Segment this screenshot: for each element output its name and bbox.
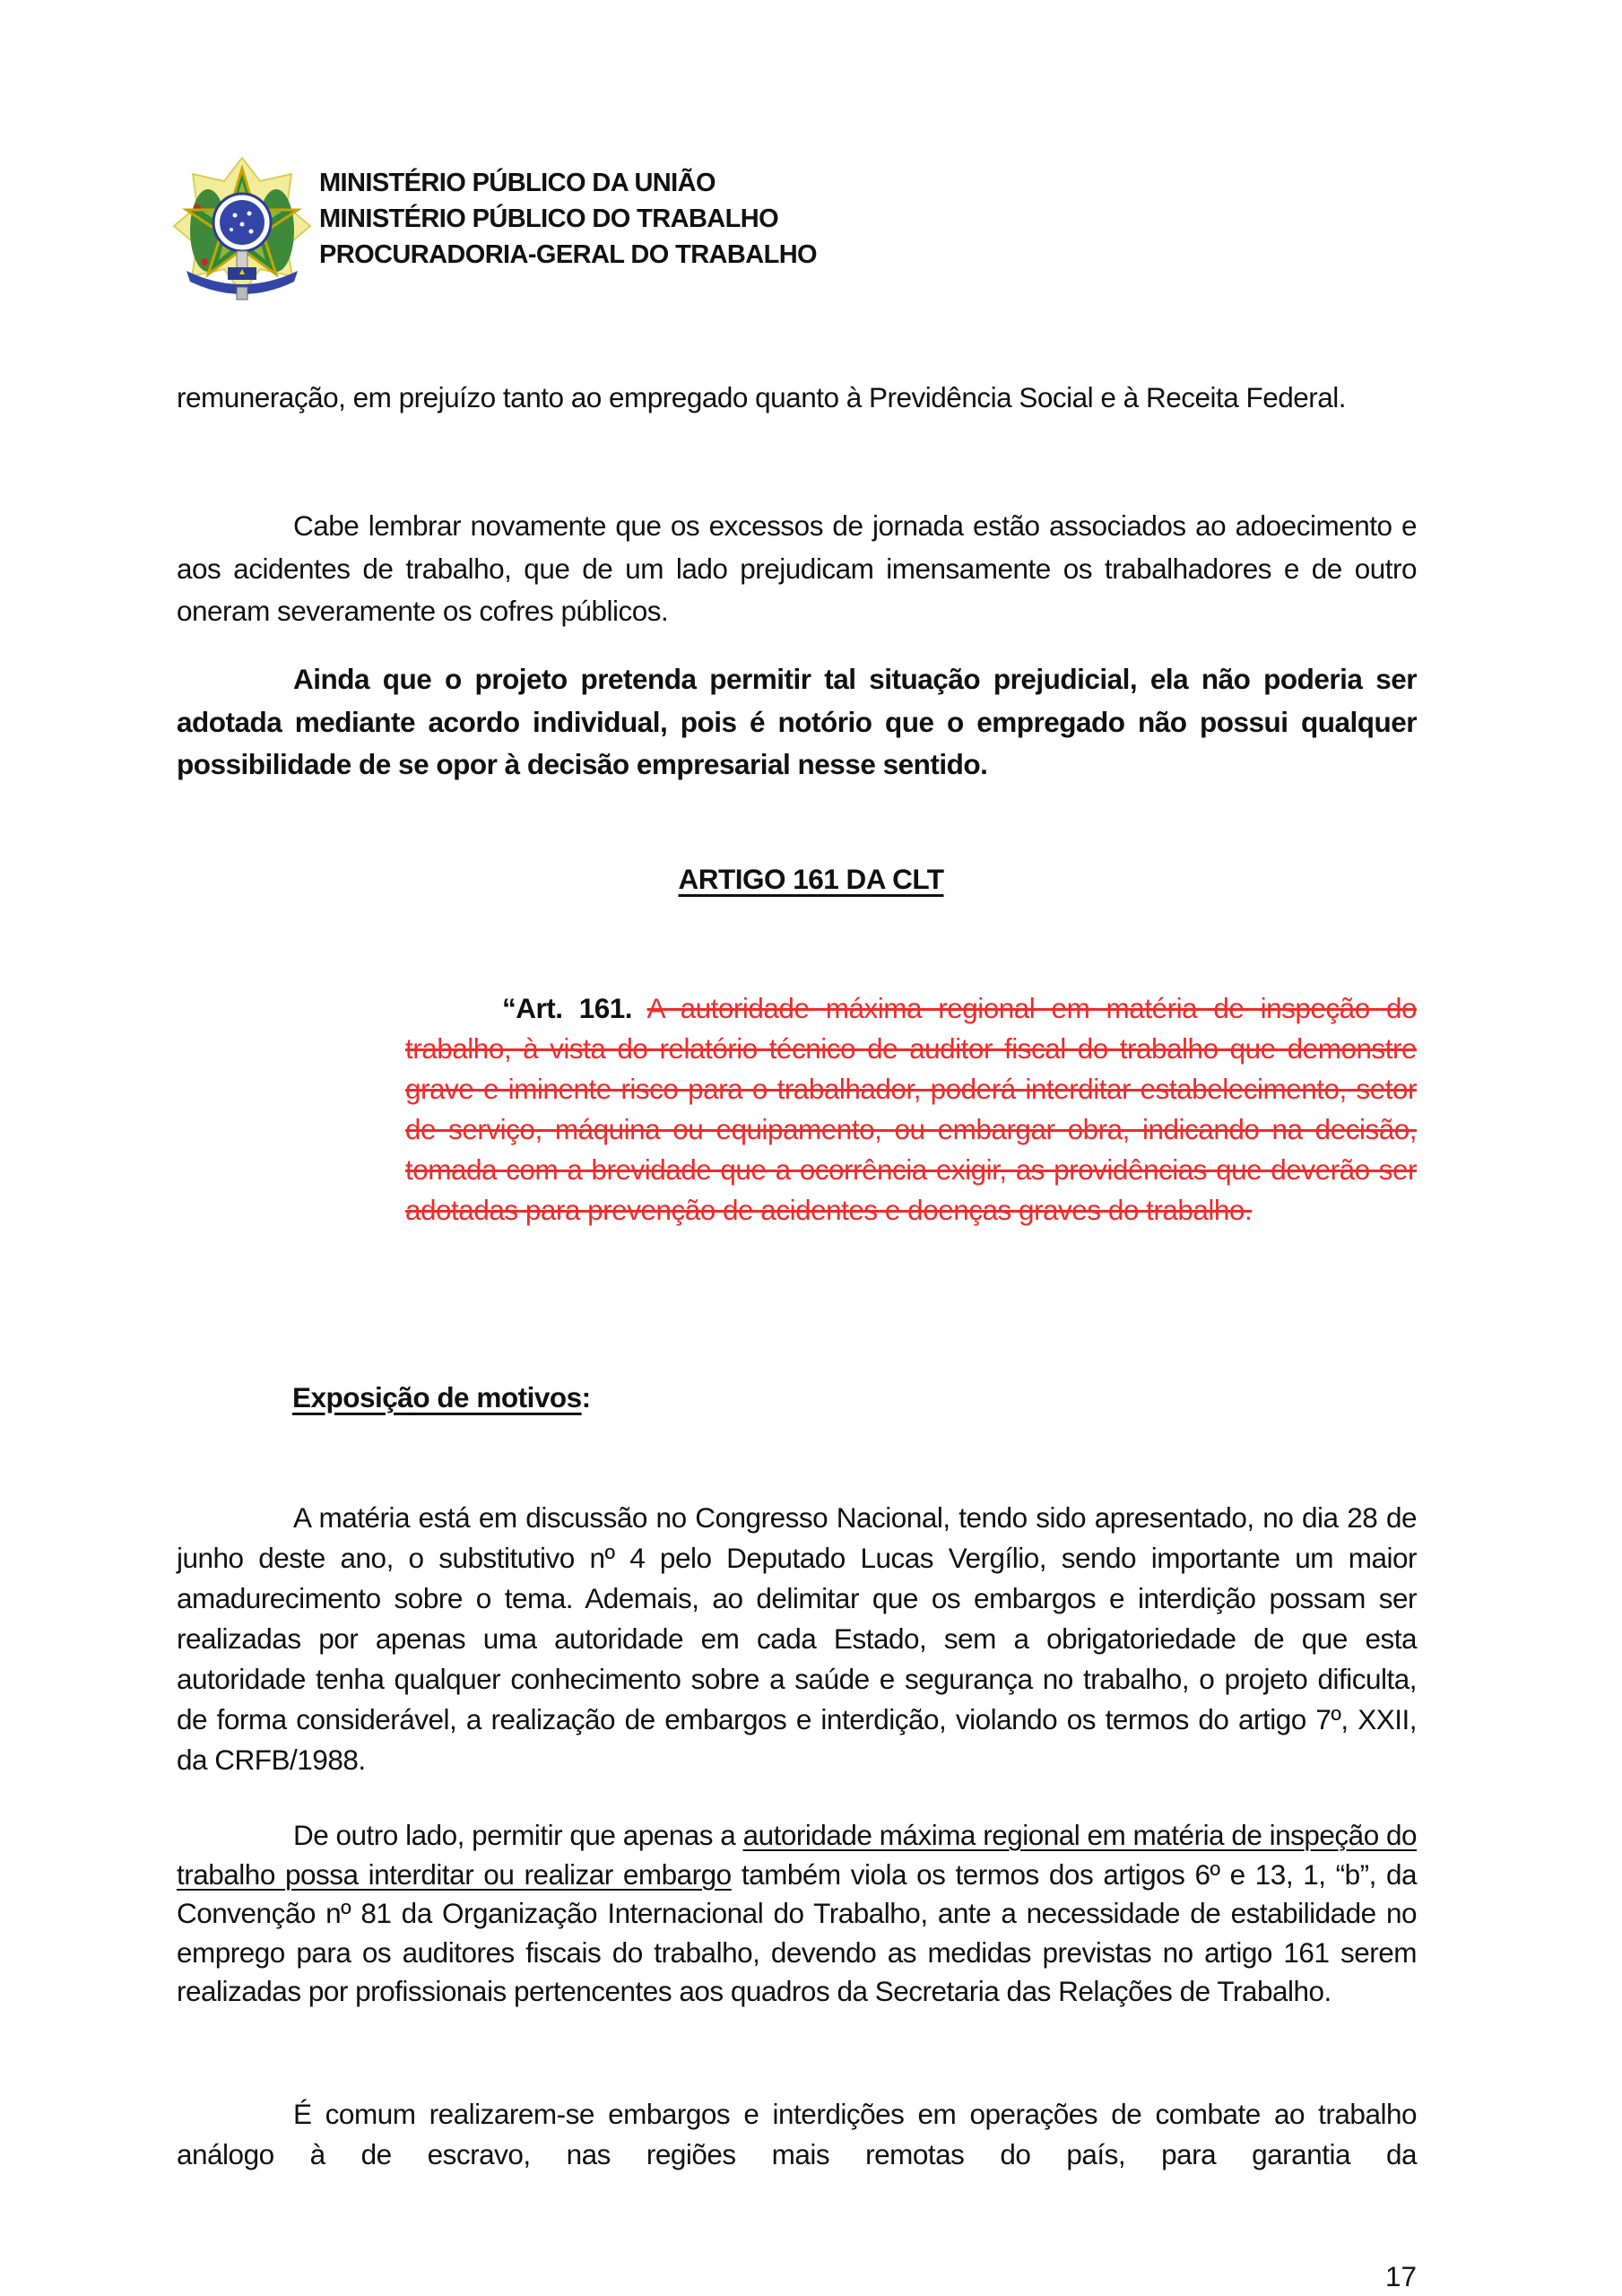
paragraph-convencao-81-start: De outro lado, permitir que apenas a — [293, 1819, 743, 1851]
exposicao-heading-text: Exposição de motivos — [292, 1381, 582, 1413]
article-161-quote — [405, 988, 1417, 1231]
header-line-1: MINISTÉRIO PÚBLICO DA UNIÃO — [319, 169, 716, 197]
paragraph-excessos-jornada: Cabe lembrar novamente que os excessos de jornada estão associados ao adoecimento e aos acidentes de trabalho, que de um lado prejudicam imensamente os trabalhadores e de outro oneram severamente os cofres públicos. — [177, 509, 1417, 627]
coat-of-arms-icon — [170, 154, 314, 305]
underlined-autoridade-phrase: autoridade máxima regional em matéria de inspeção do trabalho possa interditar ou realizar embargo — [177, 1819, 1418, 1891]
institution-name — [319, 165, 817, 273]
exposicao-heading-colon: : — [581, 1381, 591, 1413]
header-line-3: PROCURADORIA-GERAL DO TRABALHO — [319, 240, 818, 269]
struck-article-text: A autoridade máxima regional em matéria de inspeção do trabalho, à vista do relatório técnico de auditor fiscal do trabalho que demonstre grave e iminente risco para o trabalhador, poderá interditar estabelecimento, setor de serviço, máquina ou equipamento, ou embargar obra, indicando na decisão, tomada com a brevidade que a ocorrência exigir, as providências que deverão ser adotadas para prevenção de acidentes e doenças graves do trabalho. — [405, 992, 1418, 1226]
page-number: 17 — [1384, 2260, 1417, 2292]
document-header — [170, 154, 852, 307]
paragraph-convencao-81-end: também viola os termos dos artigos 6º e 13, 1, “b”, da Convenção nº 81 da Organização Internacional do Trabalho, ante a necessidade de estabilidade no emprego para os auditores fiscais do trabalho, devendo as medidas previstas no artigo 161 serem realizadas por profissionais pertencentes aos quadros da Secretaria das Relações de Trabalho. — [177, 1857, 1417, 2007]
section-heading — [0, 863, 1622, 896]
article-label: “Art. 161. — [502, 992, 633, 1024]
paragraph-remuneracao: remuneração, em prejuízo tanto ao empregado quanto à Previdência Social e à Receita Federal. — [177, 381, 1347, 413]
paragraph-materia-congresso: A matéria está em discussão no Congresso Nacional, tendo sido apresentado, no dia 28 de junho deste ano, o substitutivo nº 4 pelo Deputado Lucas Vergílio, sendo importante um maior amadurecimento sobre o tema. Ademais, ao delimitar que os embargos e interdição possam ser realizadas por apenas uma autoridade em cada Estado, sem a obrigatoriedade de que esta autoridade tenha qualquer conhecimento sobre a saúde e segurança no trabalho, o projeto dificulta, de forma considerável, a realização de embargos e interdição, violando os termos do artigo 7º, XXII, da CRFB/1988. — [177, 1501, 1417, 1776]
paragraph-acordo-individual: Ainda que o projeto pretenda permitir tal situação prejudicial, ela não poderia ser adotada mediante acordo individual, pois é notório que o empregado não possui qualquer possibilidade de se opor à decisão empresarial nesse sentido. — [177, 663, 1417, 780]
paragraph-embargos-interdicoes: É comum realizarem-se embargos e interdições em operações de combate ao trabalho análogo à de escravo, nas regiões mais remotas do país, para garantia da — [177, 2098, 1417, 2170]
paragraph-convencao-81 — [177, 1816, 1417, 2012]
section-heading-text: ARTIGO 161 DA CLT — [678, 863, 944, 895]
exposicao-heading — [292, 1381, 591, 1414]
header-line-2: MINISTÉRIO PÚBLICO DO TRABALHO — [319, 204, 779, 233]
